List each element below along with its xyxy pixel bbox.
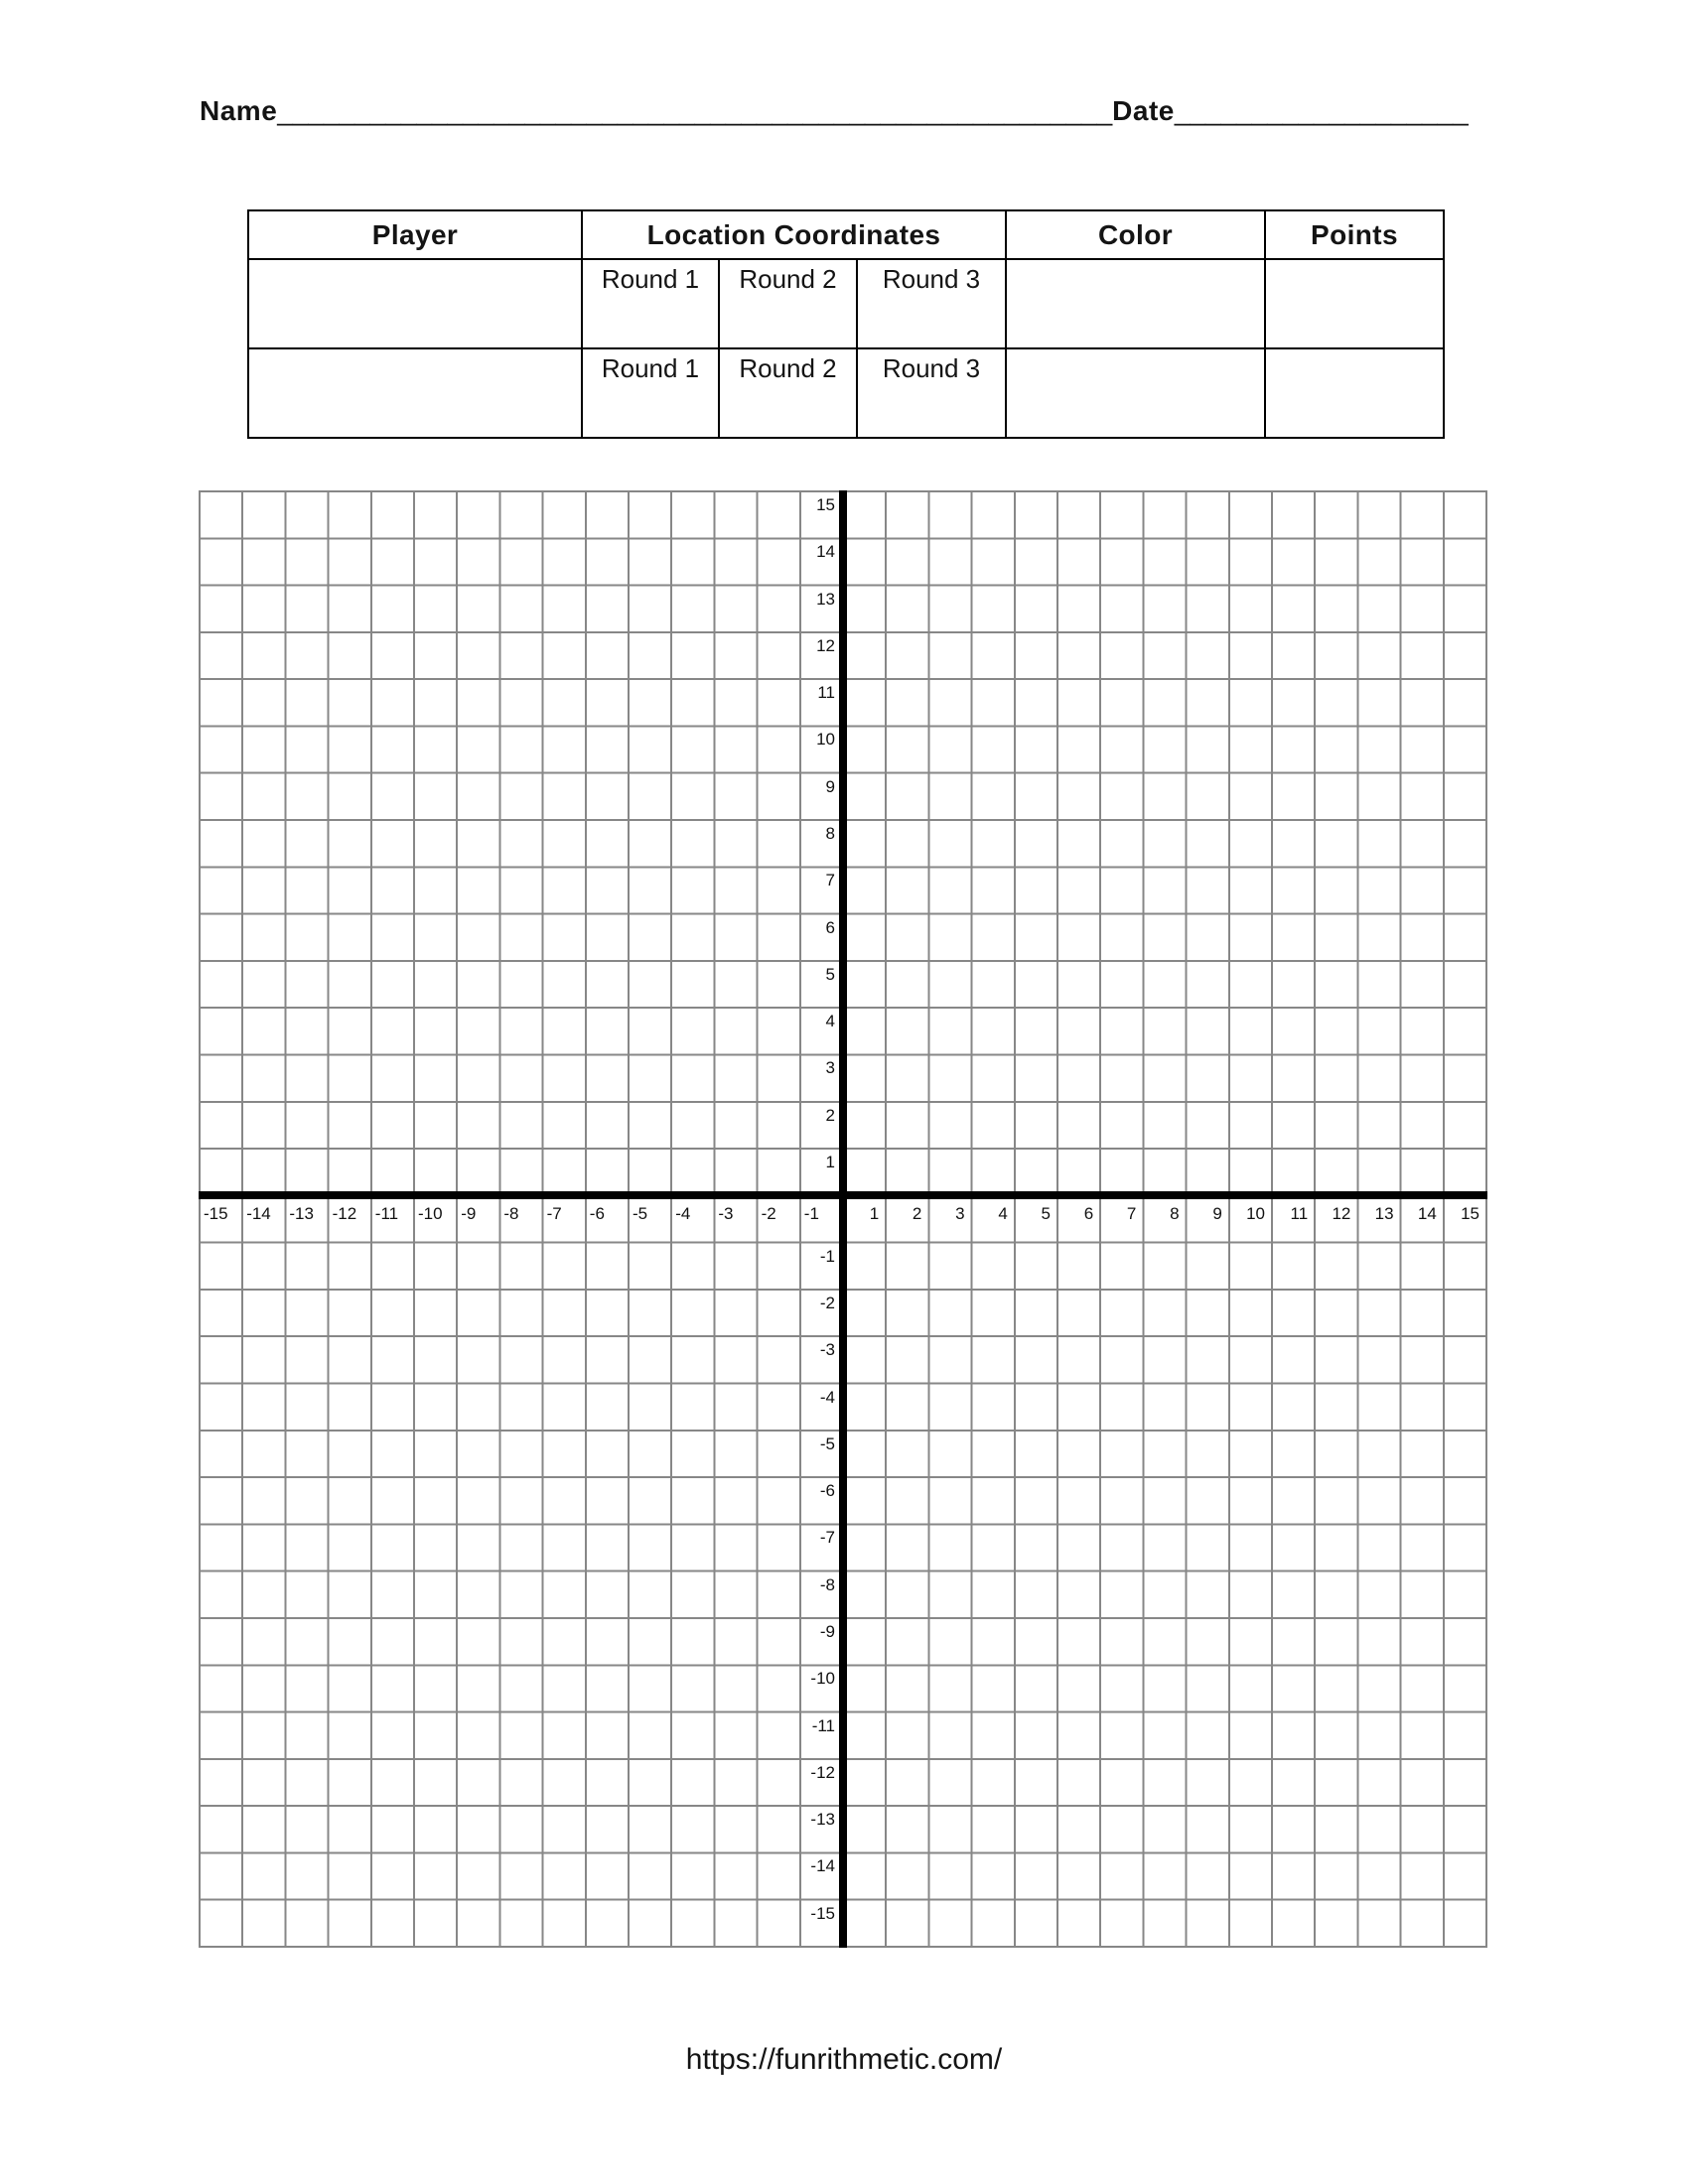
- x-axis-label: -8: [503, 1204, 519, 1224]
- x-axis-label: -10: [418, 1204, 443, 1224]
- y-axis-label: 3: [825, 1058, 835, 1078]
- y-axis-label: 15: [816, 495, 835, 514]
- player2-round3-cell: Round 3: [857, 348, 1006, 438]
- y-axis-label: -3: [819, 1340, 835, 1360]
- y-axis-label: -11: [811, 1715, 835, 1735]
- x-axis-label: 15: [1461, 1204, 1479, 1224]
- y-axis-label: -4: [819, 1387, 835, 1407]
- x-axis-line: [199, 1191, 1487, 1199]
- player2-name-cell: [248, 348, 582, 438]
- y-axis-label: -1: [819, 1246, 835, 1266]
- date-label: Date: [1112, 95, 1175, 126]
- x-axis-label: -9: [461, 1204, 477, 1224]
- coordinate-grid: [199, 490, 1487, 1948]
- player2-points-cell: [1265, 348, 1444, 438]
- x-axis-label: 9: [1212, 1204, 1222, 1224]
- x-axis-label: 7: [1126, 1204, 1137, 1224]
- y-axis-label: -9: [819, 1621, 835, 1641]
- x-axis-label: -4: [675, 1204, 691, 1224]
- name-label: Name: [200, 95, 278, 126]
- location-coordinates-header-cell: Location Coordinates: [582, 210, 1006, 259]
- points-header-cell: Points: [1265, 210, 1444, 259]
- player1-round3-cell: Round 3: [857, 259, 1006, 348]
- player-header-cell: Player: [248, 210, 582, 259]
- x-axis-label: 5: [1041, 1204, 1051, 1224]
- x-axis-label: -6: [589, 1204, 605, 1224]
- y-axis-label: 14: [816, 542, 835, 562]
- y-axis-label: -8: [819, 1574, 835, 1594]
- x-axis-label: 11: [1290, 1204, 1309, 1224]
- y-axis-label: -12: [810, 1762, 835, 1782]
- x-axis-label: 1: [869, 1204, 880, 1224]
- footer-url: https://funrithmetic.com/: [685, 2043, 1003, 2076]
- x-axis-label: 13: [1374, 1204, 1394, 1224]
- y-axis-label: -15: [810, 1903, 835, 1923]
- y-axis-label: 9: [825, 776, 835, 796]
- x-axis-label: 8: [1170, 1204, 1180, 1224]
- y-axis-label: -2: [819, 1293, 835, 1312]
- y-axis-label: 7: [825, 871, 835, 890]
- y-axis-label: -10: [810, 1669, 835, 1689]
- x-axis-label: -11: [374, 1204, 399, 1224]
- y-axis-label: -6: [819, 1481, 835, 1501]
- x-axis-label: -7: [546, 1204, 562, 1224]
- player1-round1-cell: Round 1: [582, 259, 719, 348]
- x-axis-label: 6: [1083, 1204, 1094, 1224]
- player1-round2-cell: Round 2: [719, 259, 857, 348]
- name-date-row: [200, 95, 1469, 127]
- x-axis-label: 10: [1246, 1204, 1265, 1224]
- x-axis-label: -1: [803, 1204, 819, 1224]
- player1-points-cell: [1265, 259, 1444, 348]
- x-axis-label: -3: [718, 1204, 734, 1224]
- y-axis-label: 12: [816, 635, 835, 655]
- color-header-cell: Color: [1006, 210, 1265, 259]
- player2-row: [248, 348, 1444, 438]
- y-axis-label: 2: [825, 1105, 835, 1125]
- y-axis-label: 6: [825, 917, 835, 937]
- player1-color-cell: [1006, 259, 1265, 348]
- y-axis-label: -7: [819, 1528, 835, 1548]
- y-axis-label: 8: [825, 824, 835, 844]
- score-table-header-row: [248, 210, 1444, 259]
- player2-round1-cell: Round 1: [582, 348, 719, 438]
- x-axis-label: 14: [1417, 1204, 1437, 1224]
- x-axis-label: -12: [332, 1204, 357, 1224]
- y-axis-label: -13: [810, 1810, 835, 1830]
- x-axis-label: -5: [633, 1204, 648, 1224]
- x-axis-label: 2: [912, 1204, 922, 1224]
- y-axis-label: 11: [817, 683, 835, 703]
- name-blank-line: ______________________________________________________: [277, 95, 1113, 126]
- date-blank-line: ___________________: [1174, 95, 1469, 126]
- x-axis-label: 12: [1332, 1204, 1351, 1224]
- x-axis-label: -2: [761, 1204, 776, 1224]
- x-axis-label: -15: [204, 1204, 228, 1224]
- x-axis-label: 3: [955, 1204, 965, 1224]
- player2-color-cell: [1006, 348, 1265, 438]
- y-axis-label: 1: [825, 1153, 835, 1172]
- score-table: [247, 209, 1445, 439]
- y-axis-label: 10: [816, 730, 835, 750]
- y-axis-label: 13: [816, 589, 835, 609]
- y-axis-label: 5: [825, 964, 835, 984]
- player1-row: [248, 259, 1444, 348]
- player2-round2-cell: Round 2: [719, 348, 857, 438]
- player1-name-cell: [248, 259, 582, 348]
- x-axis-label: -13: [289, 1204, 314, 1224]
- y-axis-label: 4: [825, 1012, 835, 1031]
- y-axis-label: -14: [810, 1856, 835, 1876]
- x-axis-label: -14: [246, 1204, 271, 1224]
- x-axis-label: 4: [998, 1204, 1008, 1224]
- y-axis-label: -5: [819, 1433, 835, 1453]
